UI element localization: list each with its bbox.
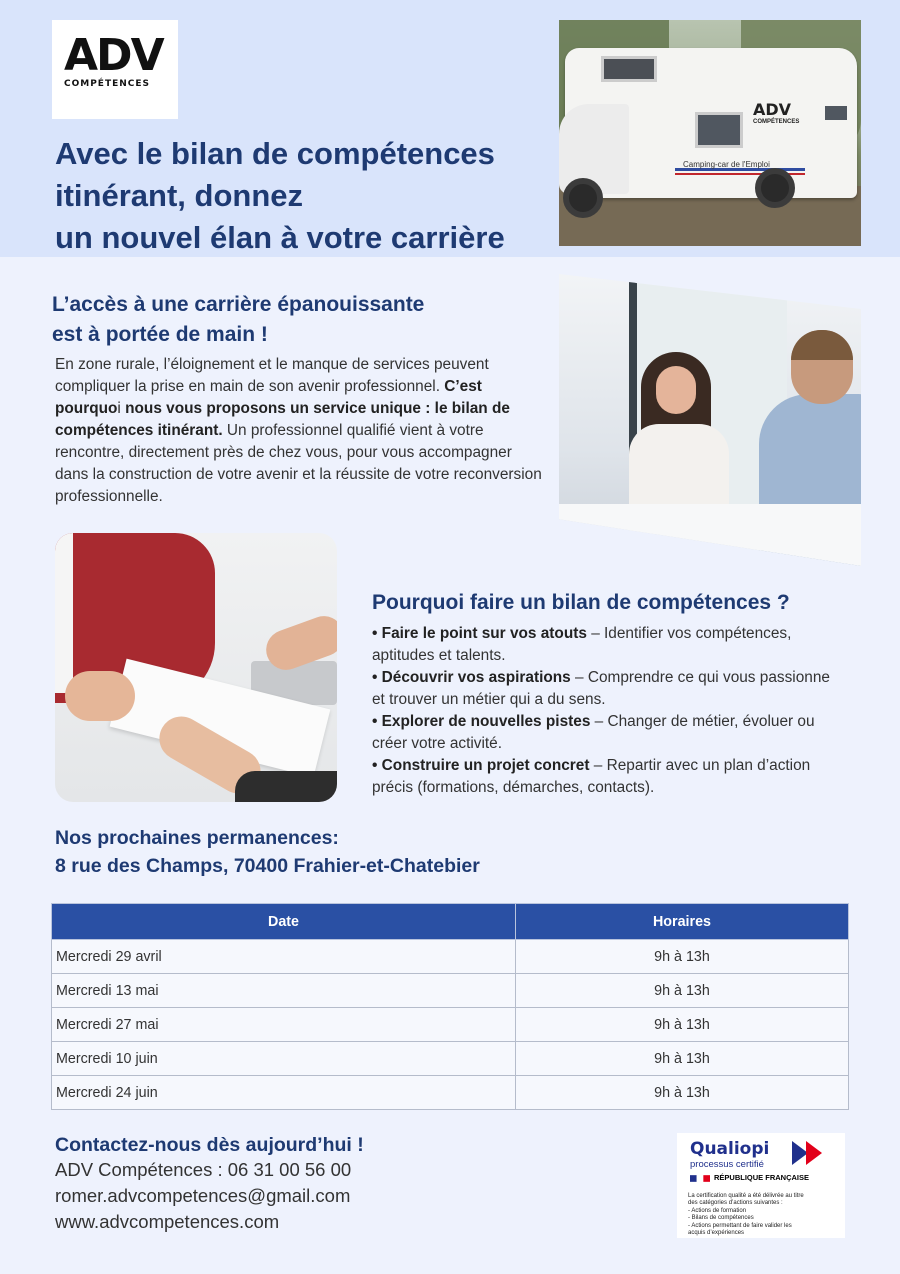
certification-line: des catégories d’actions suivantes : bbox=[688, 1200, 783, 1207]
hours-cell: 9h à 13h bbox=[516, 1008, 849, 1042]
date-cell: Mercredi 13 mai bbox=[52, 974, 516, 1008]
bullet: • bbox=[372, 757, 378, 774]
qualiopi-subtitle: processus certifié bbox=[690, 1159, 764, 1170]
camper-logo: ADV bbox=[753, 100, 792, 119]
intro-text: Un professionnel qualifié vient à votre rencontre, directement près de chez vous, pour vous accompagner dans la construction de votre avenir et la réussite de votre reconversion professionnelle. bbox=[55, 422, 542, 505]
title-line: Avec le bilan de compétences bbox=[55, 136, 495, 171]
hours-cell: 9h à 13h bbox=[516, 940, 849, 974]
list-item bbox=[372, 623, 847, 667]
intro-bold: C’est pourquo bbox=[55, 378, 482, 417]
white-shirt bbox=[55, 533, 73, 693]
intro-paragraph bbox=[55, 354, 545, 508]
table-row bbox=[52, 940, 849, 974]
camper-window bbox=[695, 112, 743, 148]
title-line: un nouvel élan à votre carrière bbox=[55, 220, 505, 255]
camper-wheel bbox=[755, 168, 795, 208]
interview-photo bbox=[55, 533, 337, 802]
certification-line: acquis d’expériences bbox=[688, 1230, 745, 1237]
intro-bold: nous vous proposons un service unique : le bilan de compétences itinérant. bbox=[55, 400, 510, 439]
date-cell: Mercredi 29 avril bbox=[52, 940, 516, 974]
camper-wheel bbox=[563, 178, 603, 218]
schedule-table bbox=[51, 903, 849, 1110]
qualiopi-name: Qualiopi bbox=[690, 1139, 770, 1159]
list-item bbox=[372, 667, 847, 711]
french-flag-icon bbox=[690, 1175, 710, 1182]
contact-heading: Contactez-nous dès aujourd’hui ! bbox=[55, 1134, 364, 1156]
hours-cell: 9h à 13h bbox=[516, 974, 849, 1008]
adv-logo bbox=[52, 20, 178, 119]
certification-text bbox=[688, 1193, 838, 1237]
hand bbox=[65, 671, 135, 721]
certification-line: - Bilans de compétences bbox=[688, 1215, 754, 1222]
permanences-heading bbox=[55, 824, 480, 880]
phone-line: ADV Compétences : 06 31 00 56 00 bbox=[55, 1159, 352, 1180]
access-heading bbox=[52, 290, 512, 350]
column-header-hours: Horaires bbox=[516, 904, 849, 940]
email-link[interactable]: romer.advcompetences@gmail.com bbox=[55, 1185, 351, 1206]
benefit-title: Explorer de nouvelles pistes bbox=[381, 713, 591, 730]
camper-logo-sub: COMPÉTENCES bbox=[753, 119, 800, 125]
camper-window bbox=[825, 106, 847, 120]
benefit-text: – Repartir avec un plan d’action précis (formations, démarches, contacts). bbox=[372, 757, 811, 796]
table-row bbox=[52, 1076, 849, 1110]
page-title bbox=[55, 133, 545, 259]
bullet: • bbox=[372, 625, 378, 642]
address-line: 8 rue des Champs, 70400 Frahier-et-Chatebier bbox=[55, 855, 480, 877]
certification-line: - Actions permettant de faire valider les bbox=[688, 1222, 792, 1229]
title-line: itinérant, donnez bbox=[55, 178, 303, 213]
bullet: • bbox=[372, 669, 378, 686]
hours-cell: 9h à 13h bbox=[516, 1076, 849, 1110]
benefit-title: Découvrir vos aspirations bbox=[381, 669, 571, 686]
list-item bbox=[372, 711, 847, 755]
republique-label: RÉPUBLIQUE FRANÇAISE bbox=[714, 1173, 810, 1182]
heading-line: Nos prochaines permanences: bbox=[55, 827, 339, 849]
table-row bbox=[52, 1008, 849, 1042]
table-row bbox=[52, 974, 849, 1008]
qualiopi-badge bbox=[677, 1133, 845, 1238]
benefit-text: – Comprendre ce qui vous passionne et trouver un métier qui a du sens. bbox=[372, 669, 830, 708]
why-heading: Pourquoi faire un bilan de compétences ? bbox=[372, 591, 790, 614]
meeting-photo bbox=[559, 274, 861, 566]
heading-line: est à portée de main ! bbox=[52, 323, 268, 346]
benefit-text: – Identifier vos compétences, aptitudes et talents. bbox=[372, 625, 792, 664]
woman-face bbox=[656, 366, 696, 414]
column-header-date: Date bbox=[52, 904, 516, 940]
list-item bbox=[372, 755, 847, 799]
logo-subtext: COMPÉTENCES bbox=[64, 79, 151, 89]
camper-van-photo bbox=[559, 20, 861, 246]
benefits-list bbox=[372, 623, 847, 799]
dark-sleeve bbox=[235, 771, 337, 802]
benefit-title: Construire un projet concret bbox=[381, 757, 590, 774]
date-cell: Mercredi 24 juin bbox=[52, 1076, 516, 1110]
logo-text: ADV bbox=[64, 30, 163, 81]
man-hair bbox=[791, 330, 853, 360]
benefit-text: – Changer de métier, évoluer ou créer votre activité. bbox=[372, 713, 815, 752]
table-header-row bbox=[52, 904, 849, 940]
certification-line: - Actions de formation bbox=[688, 1207, 747, 1214]
date-cell: Mercredi 27 mai bbox=[52, 1008, 516, 1042]
website-link[interactable]: www.advcompetences.com bbox=[55, 1211, 280, 1232]
camper-slogan: Camping-car de l'Emploi bbox=[683, 160, 770, 169]
heading-line: L’accès à une carrière épanouissante bbox=[52, 293, 425, 316]
hours-cell: 9h à 13h bbox=[516, 1042, 849, 1076]
benefit-title: Faire le point sur vos atouts bbox=[381, 625, 587, 642]
date-cell: Mercredi 10 juin bbox=[52, 1042, 516, 1076]
bullet: • bbox=[372, 713, 378, 730]
certification-line: La certification qualité a été délivrée au titre bbox=[688, 1193, 804, 1199]
desk bbox=[559, 504, 861, 566]
qualiopi-arrows-icon bbox=[792, 1141, 828, 1165]
table-row bbox=[52, 1042, 849, 1076]
intro-text: i bbox=[117, 400, 126, 417]
camper-window bbox=[601, 56, 657, 82]
intro-text: En zone rurale, l’éloignement et le manque de services peuvent compliquer la prise en main de son avenir professionnel. bbox=[55, 356, 489, 395]
